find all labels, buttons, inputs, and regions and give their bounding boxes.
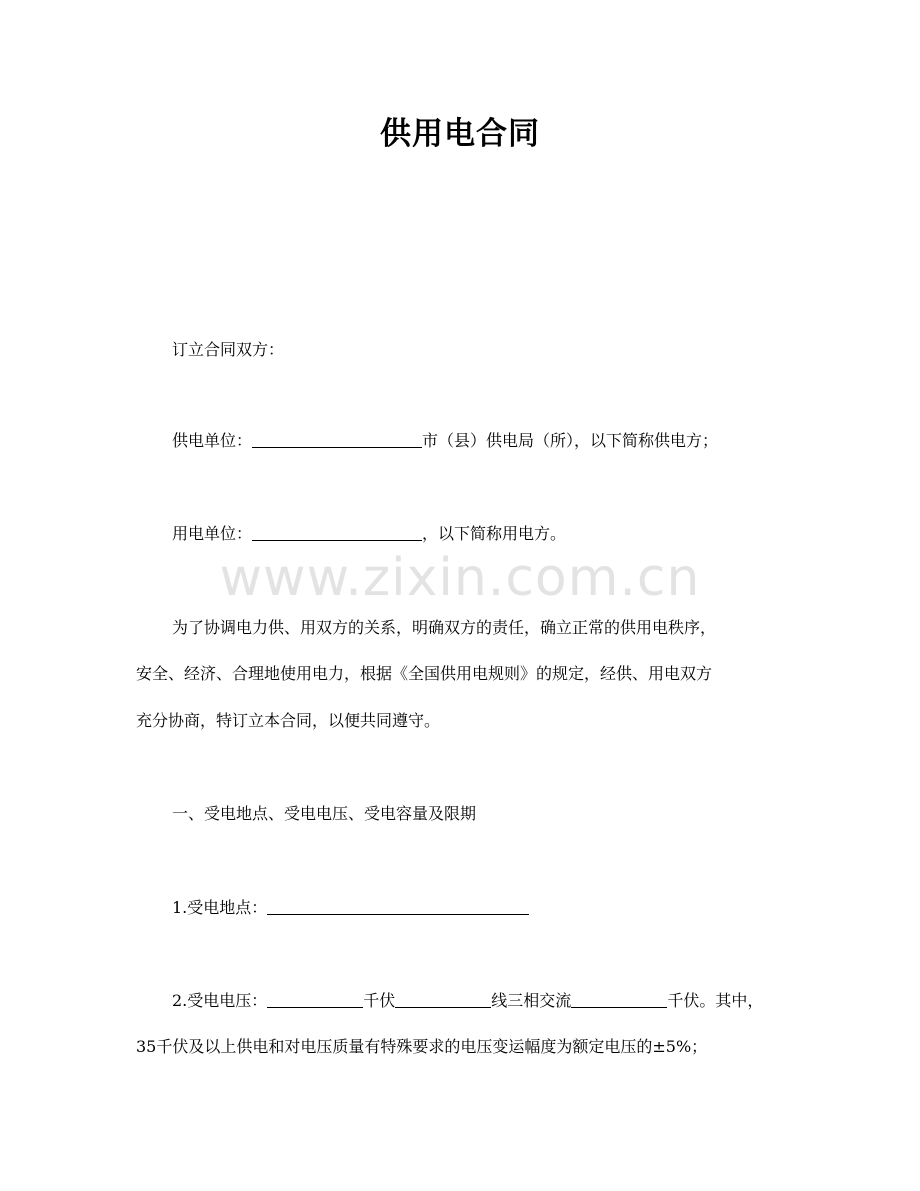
item1-line bbox=[172, 898, 529, 918]
item2-blank-3 bbox=[571, 991, 667, 1008]
watermark: www.zixin.com.cn bbox=[219, 548, 701, 608]
document-title: 供用电合同 bbox=[380, 116, 540, 152]
user-suffix: ，以下简称用电方。 bbox=[422, 524, 567, 543]
item1-label: 1.受电地点： bbox=[172, 898, 268, 917]
item2-unit2: 线三相交流 bbox=[491, 991, 572, 1010]
item2-label: 2.受电电压： bbox=[172, 991, 268, 1010]
parties-heading: 订立合同双方： bbox=[172, 340, 285, 359]
user-line bbox=[172, 524, 566, 544]
supplier-suffix: 市（县）供电局（所），以下简称供电方； bbox=[422, 431, 719, 450]
item1-blank bbox=[267, 898, 529, 915]
preamble-line-3: 充分协商，特订立本合同，以便共同遵守。 bbox=[136, 711, 441, 730]
preamble-line-2: 安全、经济、合理地使用电力，根据《全国供用电规则》的规定，经供、用电双方 bbox=[136, 664, 713, 683]
item2-continuation: 35千伏及以上供电和对电压质量有特殊要求的电压变运幅度为额定电压的±5%； bbox=[136, 1037, 708, 1056]
supplier-line bbox=[172, 431, 718, 451]
supplier-blank bbox=[252, 431, 422, 448]
preamble-line-1: 为了协调电力供、用双方的关系，明确双方的责任，确立正常的供用电秩序， bbox=[172, 618, 717, 637]
user-label: 用电单位： bbox=[172, 524, 253, 543]
section1-heading: 一、受电地点、受电电压、受电容量及限期 bbox=[172, 804, 477, 823]
item2-blank-1 bbox=[267, 991, 363, 1008]
item2-line bbox=[172, 991, 763, 1011]
supplier-label: 供电单位： bbox=[172, 431, 253, 450]
user-blank bbox=[252, 524, 422, 541]
item2-unit1: 千伏 bbox=[363, 991, 396, 1010]
item2-unit3: 千伏。其中， bbox=[667, 991, 764, 1010]
item2-blank-2 bbox=[395, 991, 491, 1008]
